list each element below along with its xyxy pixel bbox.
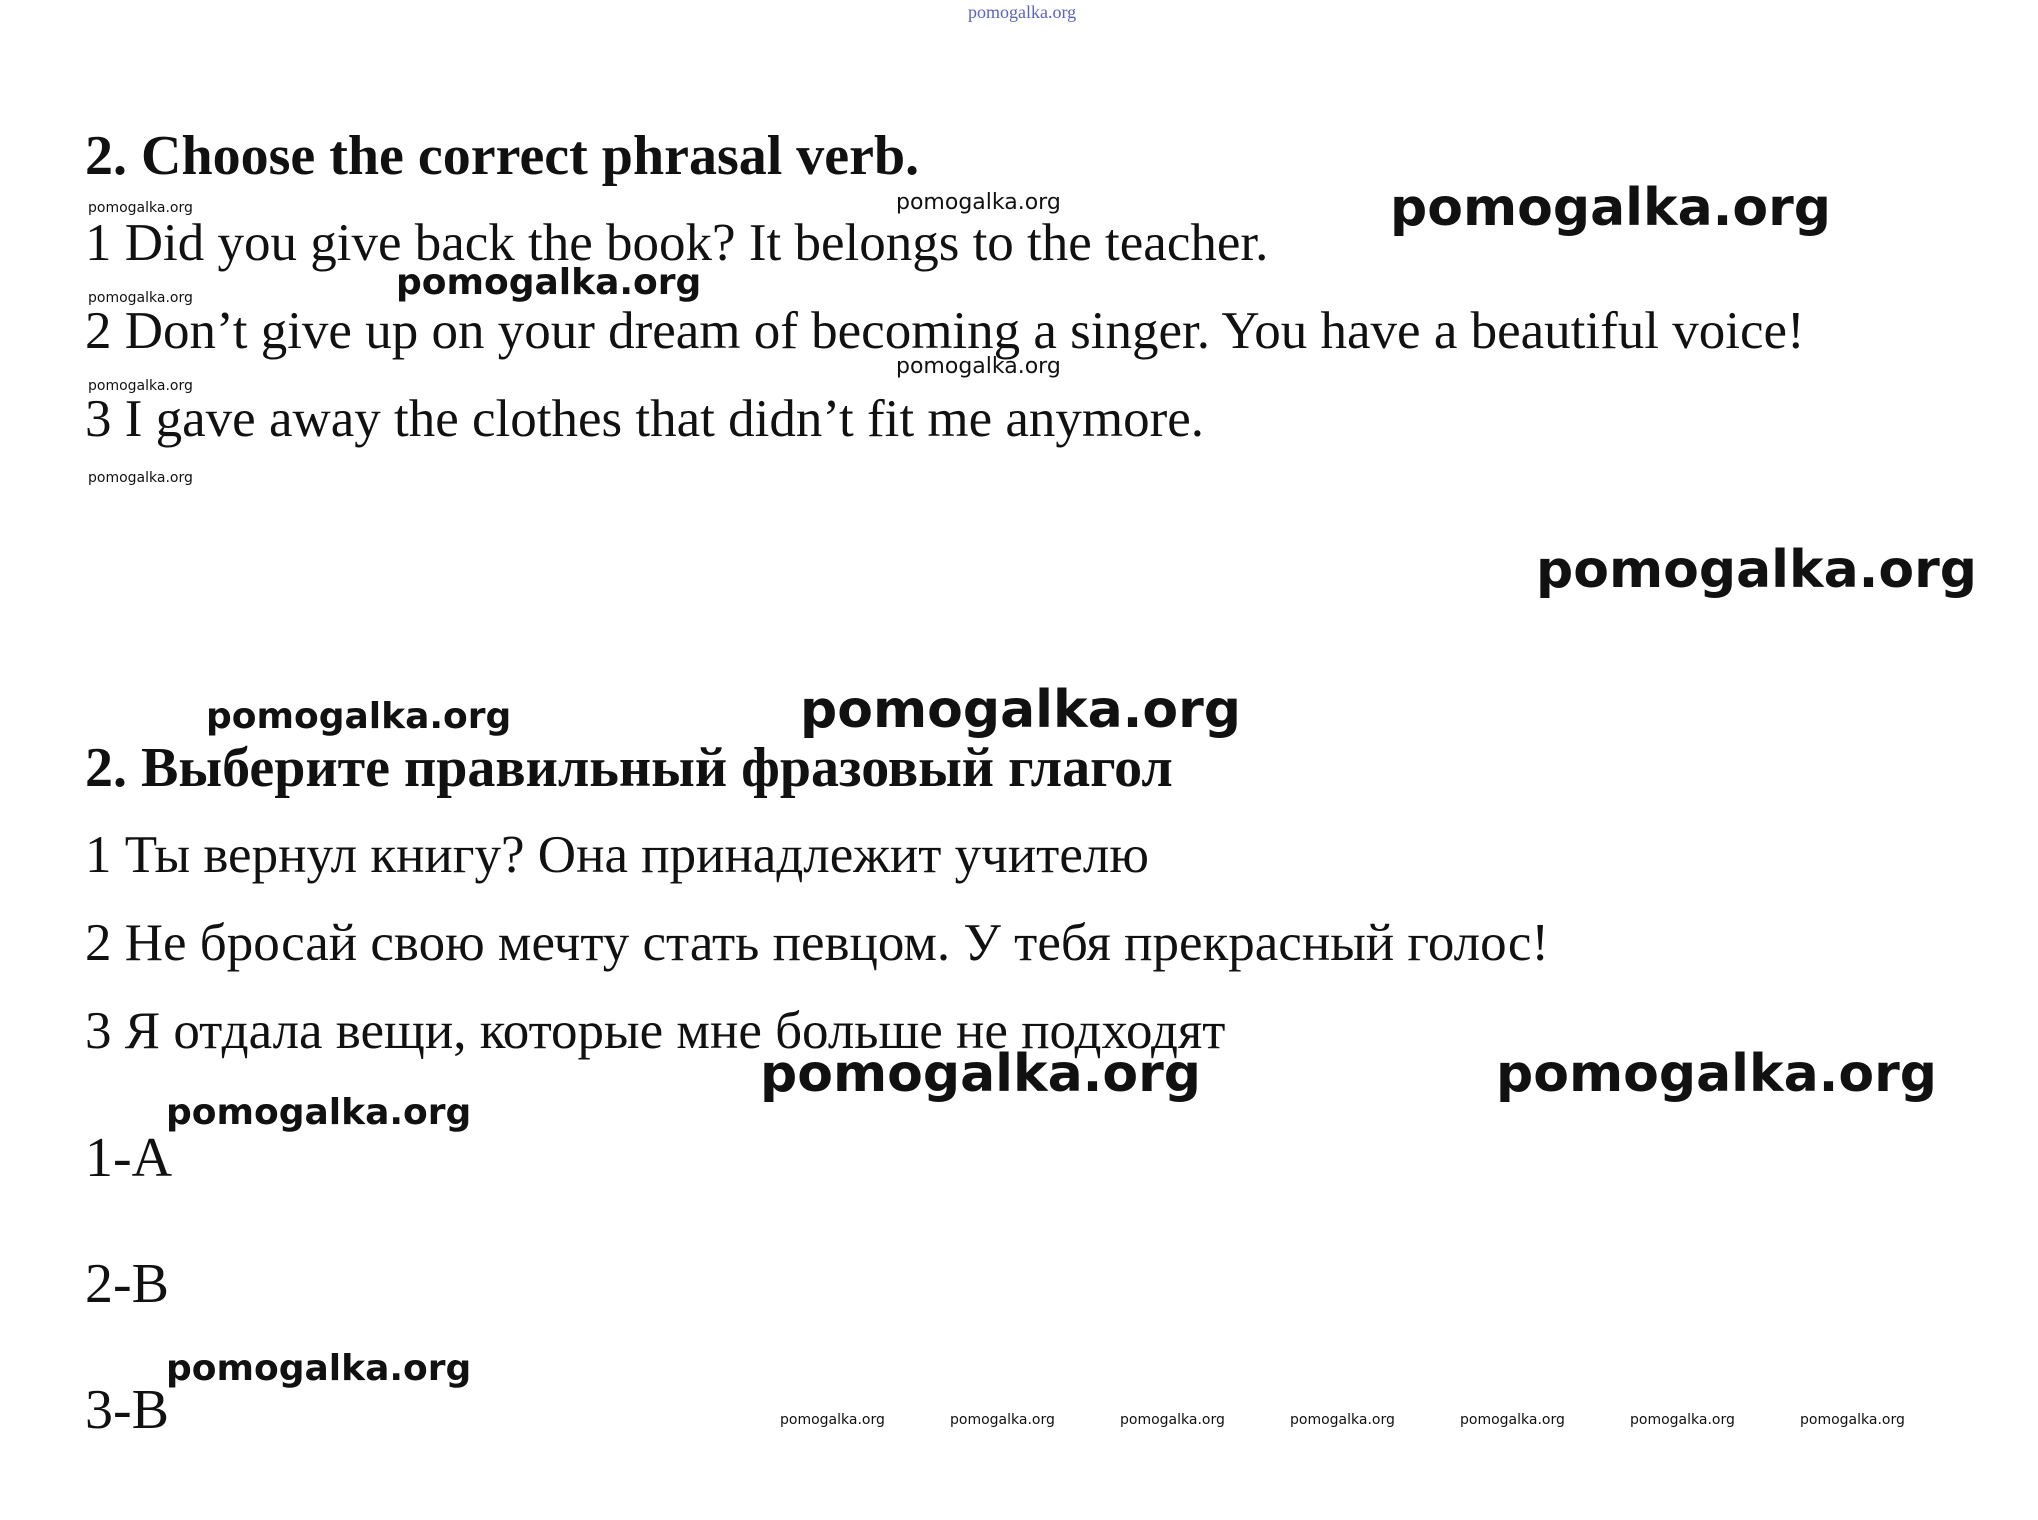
- watermark: pomogalka.org: [206, 696, 512, 737]
- english-line-3: 3 I gave away the clothes that didn’t fit me anymore.: [85, 390, 1205, 448]
- watermark: pomogalka.org: [1390, 178, 1832, 238]
- russian-heading: 2. Выберите правильный фразовый глагол: [85, 737, 1173, 799]
- watermark-top: pomogalka.org: [968, 2, 1077, 22]
- watermark: pomogalka.org: [1460, 1412, 1565, 1428]
- watermark: pomogalka.org: [1496, 1044, 1938, 1104]
- watermark: pomogalka.org: [166, 1092, 472, 1133]
- russian-line-1: 1 Ты вернул книгу? Она принадлежит учителю: [85, 826, 1149, 884]
- watermark: pomogalka.org: [1290, 1412, 1395, 1428]
- watermark: pomogalka.org: [1120, 1412, 1225, 1428]
- watermark: pomogalka.org: [1800, 1412, 1905, 1428]
- russian-line-2: 2 Не бросай свою мечту стать певцом. У тебя прекрасный голос!: [85, 914, 1550, 972]
- watermark: pomogalka.org: [1630, 1412, 1735, 1428]
- watermark: pomogalka.org: [800, 680, 1242, 740]
- english-heading: 2. Choose the correct phrasal verb.: [85, 125, 920, 187]
- watermark: pomogalka.org: [88, 290, 193, 306]
- english-line-1: 1 Did you give back the book? It belongs to the teacher.: [85, 214, 1269, 272]
- watermark: pomogalka.org: [88, 378, 193, 394]
- watermark: pomogalka.org: [760, 1044, 1202, 1104]
- answer-1: 1-A: [85, 1127, 173, 1189]
- english-line-2: 2 Don’t give up on your dream of becoming a singer. You have a beautiful voice!: [85, 302, 1805, 360]
- watermark: pomogalka.org: [88, 470, 193, 486]
- watermark: pomogalka.org: [88, 200, 193, 216]
- answer-3: 3-B: [85, 1379, 169, 1441]
- watermark: pomogalka.org: [896, 354, 1061, 379]
- watermark: pomogalka.org: [950, 1412, 1055, 1428]
- watermark: pomogalka.org: [1536, 540, 1978, 600]
- answer-2: 2-B: [85, 1253, 169, 1315]
- russian-line-3: 3 Я отдала вещи, которые мне больше не подходят: [85, 1002, 1226, 1060]
- watermark: pomogalka.org: [780, 1412, 885, 1428]
- watermark: pomogalka.org: [896, 190, 1061, 215]
- watermark: pomogalka.org: [396, 262, 702, 303]
- watermark: pomogalka.org: [166, 1348, 472, 1389]
